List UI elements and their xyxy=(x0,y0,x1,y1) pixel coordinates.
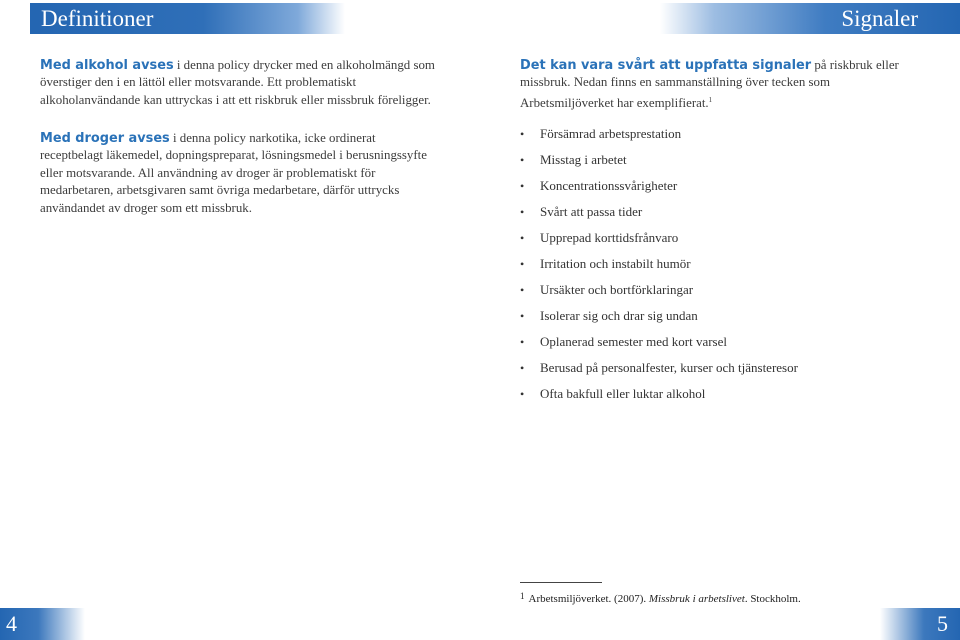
right-heading-banner xyxy=(660,3,960,34)
signals-intro xyxy=(520,57,920,112)
list-item: • Ursäkter och bortförklaringar xyxy=(520,281,798,307)
left-page-number-tab xyxy=(0,608,85,640)
drugs-lead: Med droger avses xyxy=(40,131,170,146)
list-item: • Isolerar sig och drar sig undan xyxy=(520,307,798,333)
list-item: • Upprepad korttidsfrånvaro xyxy=(520,229,798,255)
alcohol-text: i denna policy drycker med en alkoholmängd som överstiger den i en lättöl eller motsvarande. Ett problematiskt alkoholanvändande kan uttryckas i att ett riskbruk eller missbruk föreligger. xyxy=(40,58,435,107)
signals-list xyxy=(520,125,798,411)
footnote xyxy=(520,588,801,607)
footnote-source: Arbetsmiljöverket. (2007). xyxy=(528,593,649,605)
list-item: • Irritation och instabilt humör xyxy=(520,255,798,281)
left-heading-banner xyxy=(30,3,345,34)
right-page-number-tab xyxy=(880,608,960,640)
drugs-text: i denna policy narkotika, icke ordinerat receptbelagt läkemedel, dopningspreparat, lösningsmedel i berusningssyfte eller motsvarande. All användning av droger är problematiskt för medarbetaren, arbetsgivaren samt övriga medarbetare, därför uttrycks användandet av droger som ett missbruk. xyxy=(40,131,427,215)
list-item: • Svårt att passa tider xyxy=(520,203,798,229)
list-item: • Försämrad arbetsprestation xyxy=(520,125,798,151)
list-item: • Berusad på personalfester, kurser och tjänsteresor xyxy=(520,359,798,385)
alcohol-lead: Med alkohol avses xyxy=(40,58,174,73)
list-item: • Oplanerad semester med kort varsel xyxy=(520,333,798,359)
right-page-number: 5 xyxy=(937,611,948,636)
left-page-number: 4 xyxy=(6,611,17,636)
signals-lead: Det kan vara svårt att uppfatta signaler xyxy=(520,58,812,73)
footnote-number: 1 xyxy=(520,591,525,601)
footnote-divider xyxy=(520,582,602,583)
signals-intro-text: på riskbruk eller missbruk. Nedan finns en sammanställning över tecken som Arbetsmiljöverket har exemplifierat. xyxy=(520,58,899,110)
footnote-reference: 1 xyxy=(708,95,713,104)
drugs-definition xyxy=(40,130,435,217)
left-page-heading: Definitioner xyxy=(41,6,154,31)
list-item: • Ofta bakfull eller luktar alkohol xyxy=(520,385,798,411)
list-item: • Koncentrationssvårigheter xyxy=(520,177,798,203)
footnote-title: Missbruk i arbetslivet xyxy=(648,593,745,605)
right-page-heading: Signaler xyxy=(841,6,918,31)
list-item: • Misstag i arbetet xyxy=(520,151,798,177)
footnote-location: . Stockholm. xyxy=(744,593,801,605)
alcohol-definition xyxy=(40,57,435,109)
